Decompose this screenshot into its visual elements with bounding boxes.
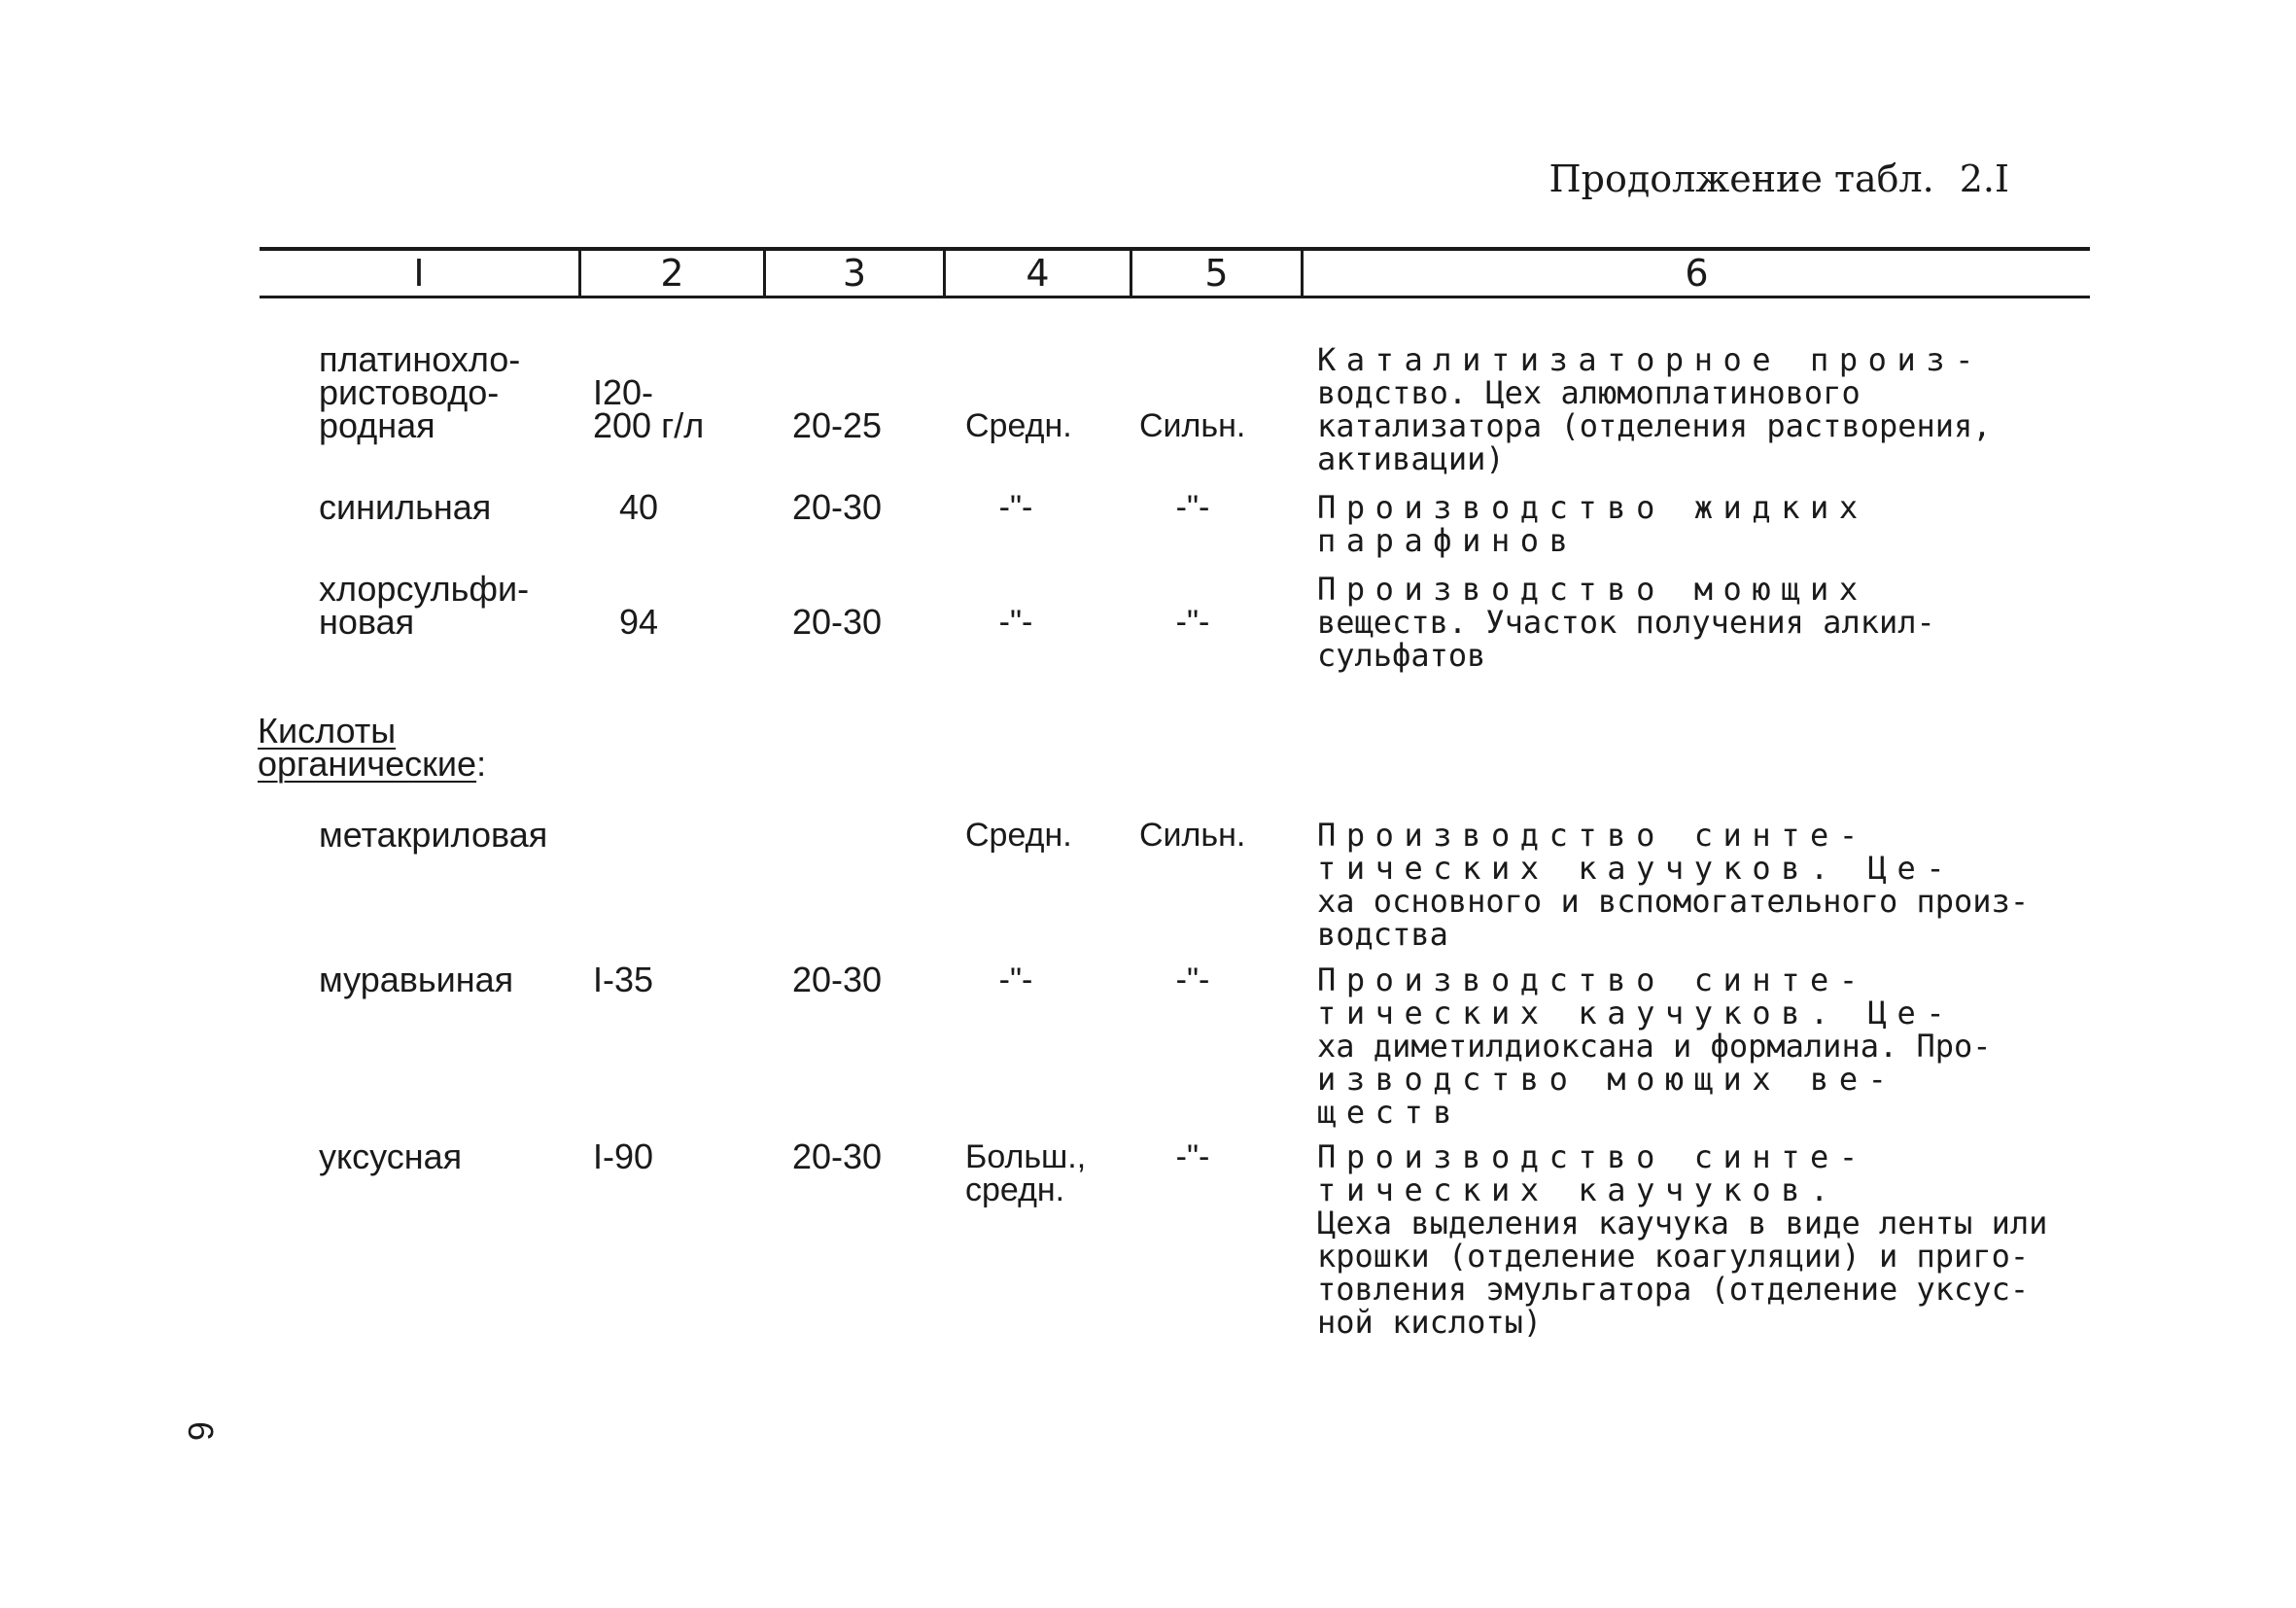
substance-name: синильная	[319, 487, 492, 527]
application-line: изводство моющих ве-	[1317, 1061, 1897, 1098]
substance-name: уксусная	[319, 1136, 463, 1176]
temperature-value: 20-30	[792, 960, 883, 999]
application-line: сульфатов	[1317, 637, 1486, 674]
application-line: Каталитизаторное произ-	[1317, 341, 1984, 378]
substance-name: муравьиная	[319, 960, 514, 999]
concentration-value: I20- 200 г/л	[593, 372, 705, 445]
aggressiveness-4: Средн.	[965, 817, 1072, 854]
aggressiveness-4: -"-	[998, 961, 1033, 998]
application-line: водства	[1317, 916, 1448, 953]
aggressiveness-5: -"-	[1175, 961, 1210, 998]
column-header-6: 6	[1685, 252, 1709, 295]
substance-name: платинохло- ристоводо- родная	[319, 339, 521, 445]
application-line: ха основного и вспомогательного произ-	[1317, 883, 2030, 920]
concentration-value: I-35	[593, 960, 654, 999]
application-line: активации)	[1317, 440, 1505, 477]
application-line: ха диметилдиоксана и формалина. Про-	[1317, 1028, 1992, 1065]
aggressiveness-4: -"-	[998, 489, 1033, 526]
application-text	[1317, 343, 2114, 475]
group-heading-colon: :	[476, 744, 487, 784]
temperature-value: 20-30	[792, 1136, 883, 1176]
application-line: Цеха выделения каучука в виде ленты или	[1317, 1205, 2048, 1241]
caption-table-number: 2.I	[1959, 157, 2009, 200]
application-line: тических каучуков. Це-	[1317, 995, 1956, 1031]
application-line: Производство моющих	[1317, 571, 1868, 608]
aggressiveness-4: -"-	[998, 604, 1033, 641]
concentration-value: 40	[618, 487, 659, 527]
application-line: крошки (отделение коагуляции) и приго-	[1317, 1238, 2030, 1275]
temperature-value: 20-30	[792, 487, 883, 527]
application-line: тических каучуков.	[1317, 1171, 1839, 1208]
aggressiveness-4: Больш., средн.	[965, 1138, 1087, 1208]
temperature-value: 20-30	[792, 602, 883, 642]
aggressiveness-5: -"-	[1175, 489, 1210, 526]
page-number: 6	[181, 1420, 222, 1442]
application-line: ществ	[1317, 1094, 1463, 1131]
aggressiveness-5: -"-	[1175, 604, 1210, 641]
application-line: веществ. Участок получения алкил-	[1317, 604, 1935, 641]
caption-text: Продолжение табл.	[1548, 157, 1934, 200]
group-heading	[258, 711, 487, 784]
concentration-value: I-90	[593, 1136, 654, 1176]
group-heading-line2: органические	[258, 744, 477, 784]
aggressiveness-4: Средн.	[965, 407, 1072, 444]
substance-name: метакриловая	[319, 815, 548, 855]
application-line: ной кислоты)	[1317, 1304, 1543, 1341]
application-text	[1317, 573, 2114, 672]
column-header-4: 4	[1026, 252, 1050, 295]
temperature-value: 20-25	[792, 405, 883, 445]
application-text	[1317, 963, 2114, 1129]
group-heading-line1: Кислоты	[258, 711, 397, 751]
application-line: водство. Цех алюмоплатинового	[1317, 374, 1861, 411]
application-line: товления эмульгатора (отделение уксус-	[1317, 1271, 2030, 1308]
application-line: тических каучуков. Це-	[1317, 850, 1956, 887]
application-line: Производство синте-	[1317, 817, 1868, 854]
aggressiveness-5: Сильн.	[1139, 817, 1246, 854]
column-header-2: 2	[660, 252, 684, 295]
application-line: катализатора (отделения растворения,	[1317, 407, 1992, 444]
application-text	[1317, 1140, 2114, 1339]
aggressiveness-5: -"-	[1175, 1138, 1210, 1175]
application-text	[1317, 491, 2114, 557]
application-line: Производство синте-	[1317, 961, 1868, 998]
column-header-1: I	[413, 252, 425, 295]
application-line: Производство жидких	[1317, 489, 1868, 526]
concentration-value: 94	[618, 602, 659, 642]
application-line: парафинов	[1317, 522, 1579, 559]
application-line: Производство синте-	[1317, 1138, 1868, 1175]
application-text	[1317, 819, 2114, 951]
column-header-3: 3	[842, 252, 867, 295]
substance-name: хлорсульфи- новая	[319, 569, 530, 642]
column-header-5: 5	[1204, 252, 1229, 295]
aggressiveness-5: Сильн.	[1139, 407, 1246, 444]
